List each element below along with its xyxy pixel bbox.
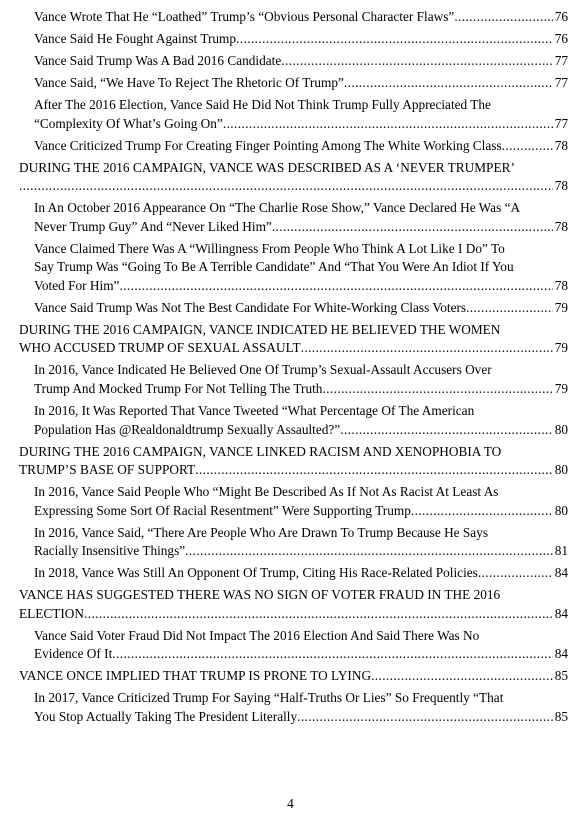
toc-entry[interactable] bbox=[34, 240, 568, 296]
toc-entry-title: Trump And Mocked Trump For Not Telling The Truth bbox=[34, 380, 323, 396]
toc-page-number: 84 bbox=[554, 605, 568, 621]
dot-leader bbox=[344, 74, 553, 93]
toc-entry[interactable] bbox=[34, 402, 568, 439]
dot-leader bbox=[195, 461, 553, 480]
toc-page-number: 81 bbox=[554, 543, 568, 559]
toc-entry-title: Vance Criticized Trump For Creating Finger Pointing Among The White Working Class bbox=[34, 137, 502, 153]
toc-entry-title: Evidence Of It bbox=[34, 646, 113, 662]
toc-entry[interactable] bbox=[34, 199, 568, 236]
toc-entry-title: “Complexity Of What’s Going On” bbox=[34, 115, 223, 131]
toc-page-number: 79 bbox=[554, 340, 568, 356]
toc-entry-title-line: In 2016, Vance Said People Who “Might Be Described As If Not As Racist At Least As bbox=[34, 484, 499, 500]
toc-heading-title: VANCE ONCE IMPLIED THAT TRUMP IS PRONE TO LYING bbox=[19, 668, 372, 684]
table-of-contents bbox=[19, 0, 568, 727]
toc-page-number: 79 bbox=[554, 380, 568, 396]
toc-entry-title: Expressing Some Sort Of Racial Resentment” Were Supporting Trump bbox=[34, 502, 411, 518]
toc-entry[interactable] bbox=[34, 483, 568, 520]
toc-entry[interactable] bbox=[34, 627, 568, 664]
toc-entry-title-line: After The 2016 Election, Vance Said He Did Not Think Trump Fully Appreciated The bbox=[34, 96, 491, 112]
toc-entry-title-line: Vance Said Voter Fraud Did Not Impact The 2016 Election And Said There Was No bbox=[34, 627, 480, 643]
toc-entry[interactable] bbox=[34, 524, 568, 561]
toc-page-number: 78 bbox=[554, 137, 568, 153]
toc-entry[interactable] bbox=[34, 8, 568, 27]
toc-entry[interactable] bbox=[34, 74, 568, 93]
toc-page-number: 78 bbox=[554, 218, 568, 234]
dot-leader bbox=[297, 708, 553, 727]
toc-entry-title-line: In 2016, Vance Indicated He Believed One Of Trump’s Sexual-Assault Accusers Over bbox=[34, 362, 492, 378]
toc-page-number: 84 bbox=[554, 646, 568, 662]
toc-entry[interactable] bbox=[34, 689, 568, 726]
toc-entry-title: Vance Said Trump Was Not The Best Candidate For White-Working Class Voters bbox=[34, 299, 467, 315]
dot-leader bbox=[112, 645, 552, 664]
toc-entry-title: Population Has @Realdonaldtrump Sexually Assaulted?” bbox=[34, 421, 341, 437]
dot-leader bbox=[272, 218, 553, 237]
toc-heading-title: TRUMP’S BASE OF SUPPORT bbox=[19, 462, 196, 478]
toc-entry-title-line: Vance Claimed There Was A “Willingness From People Who Think A Lot Like I Do” To bbox=[34, 240, 505, 256]
toc-page-number: 76 bbox=[554, 30, 568, 46]
dot-leader bbox=[466, 299, 553, 318]
toc-page-number: 77 bbox=[554, 74, 568, 90]
toc-heading-title: DURING THE 2016 CAMPAIGN, VANCE INDICATED HE BELIEVED THE WOMEN bbox=[19, 321, 501, 337]
dot-leader bbox=[236, 30, 553, 49]
toc-entry[interactable] bbox=[34, 52, 568, 71]
toc-entry-title: In 2018, Vance Was Still An Opponent Of Trump, Citing His Race-Related Policies bbox=[34, 565, 478, 581]
toc-heading-title: VANCE HAS SUGGESTED THERE WAS NO SIGN OF VOTER FRAUD IN THE 2016 bbox=[19, 587, 501, 603]
toc-section-heading[interactable] bbox=[19, 586, 568, 623]
dot-leader bbox=[185, 542, 553, 561]
toc-heading-title: DURING THE 2016 CAMPAIGN, VANCE LINKED RACISM AND XENOPHOBIA TO bbox=[19, 443, 502, 459]
toc-page-number: 79 bbox=[554, 299, 568, 315]
toc-entry-title: Vance Said He Fought Against Trump bbox=[34, 30, 237, 46]
toc-entry-title-line: Say Trump Was “Going To Be A Terrible Candidate” And “That You Were An Idiot If You bbox=[34, 259, 514, 275]
toc-entry[interactable] bbox=[34, 361, 568, 398]
toc-entry-title: Voted For Him” bbox=[34, 277, 120, 293]
toc-entry-title: You Stop Actually Taking The President Literally bbox=[34, 709, 298, 724]
toc-entry-title: Vance Said, “We Have To Reject The Rhetoric Of Trump” bbox=[34, 74, 344, 90]
toc-section-heading[interactable] bbox=[19, 321, 568, 358]
toc-entry-title-line: In 2017, Vance Criticized Trump For Saying “Half-Truths Or Lies” So Frequently “That bbox=[34, 690, 504, 706]
toc-page-number: 80 bbox=[554, 502, 568, 518]
toc-section-heading[interactable] bbox=[19, 159, 568, 196]
toc-page-number: 77 bbox=[554, 115, 568, 131]
toc-entry-title-line: In 2016, Vance Said, “There Are People Who Are Drawn To Trump Because He Says bbox=[34, 524, 489, 540]
dot-leader bbox=[223, 115, 553, 134]
dot-leader bbox=[478, 564, 553, 583]
toc-section-heading[interactable] bbox=[19, 443, 568, 480]
toc-page-number: 80 bbox=[554, 421, 568, 437]
toc-heading-title: WHO ACCUSED TRUMP OF SEXUAL ASSAULT bbox=[19, 340, 301, 356]
toc-entry-title: Racially Insensitive Things” bbox=[34, 543, 186, 559]
toc-page-number: 84 bbox=[554, 565, 568, 581]
toc-entry-title-line: In 2016, It Was Reported That Vance Tweeted “What Percentage Of The American bbox=[34, 402, 475, 418]
toc-page-number: 78 bbox=[554, 277, 568, 293]
toc-entry[interactable] bbox=[34, 30, 568, 49]
dot-leader bbox=[502, 137, 553, 156]
toc-entry-title: Vance Wrote That He “Loathed” Trump’s “Obvious Personal Character Flaws” bbox=[34, 9, 455, 24]
toc-page-number: 78 bbox=[554, 178, 568, 194]
toc-page-number: 85 bbox=[554, 709, 568, 724]
toc-entry-title: Never Trump Guy” And “Never Liked Him” bbox=[34, 218, 272, 234]
toc-page-number: 85 bbox=[554, 668, 568, 684]
page-number: 4 bbox=[287, 796, 294, 811]
toc-entry-title-line: In An October 2016 Appearance On “The Charlie Rose Show,” Vance Declared He Was “A bbox=[34, 200, 521, 216]
toc-page-number: 77 bbox=[554, 52, 568, 68]
dot-leader bbox=[454, 8, 552, 27]
dot-leader bbox=[371, 667, 553, 686]
dot-leader bbox=[84, 605, 553, 624]
dot-leader bbox=[19, 177, 553, 196]
toc-entry-title: Vance Said Trump Was A Bad 2016 Candidate bbox=[34, 52, 282, 68]
toc-entry[interactable] bbox=[34, 96, 568, 133]
dot-leader bbox=[119, 277, 552, 296]
dot-leader bbox=[322, 380, 552, 399]
toc-entry[interactable] bbox=[34, 564, 568, 583]
toc-entry[interactable] bbox=[34, 299, 568, 318]
dot-leader bbox=[411, 502, 553, 521]
toc-page-number: 80 bbox=[554, 462, 568, 478]
toc-heading-title: ELECTION bbox=[19, 605, 84, 621]
toc-entry[interactable] bbox=[34, 137, 568, 156]
toc-page-number: 76 bbox=[554, 9, 568, 24]
toc-heading-title: DURING THE 2016 CAMPAIGN, VANCE WAS DESCRIBED AS A ‘NEVER TRUMPER’ bbox=[19, 159, 515, 175]
toc-section-heading[interactable] bbox=[19, 667, 568, 686]
dot-leader bbox=[281, 52, 552, 71]
dot-leader bbox=[340, 421, 552, 440]
dot-leader bbox=[301, 339, 553, 358]
